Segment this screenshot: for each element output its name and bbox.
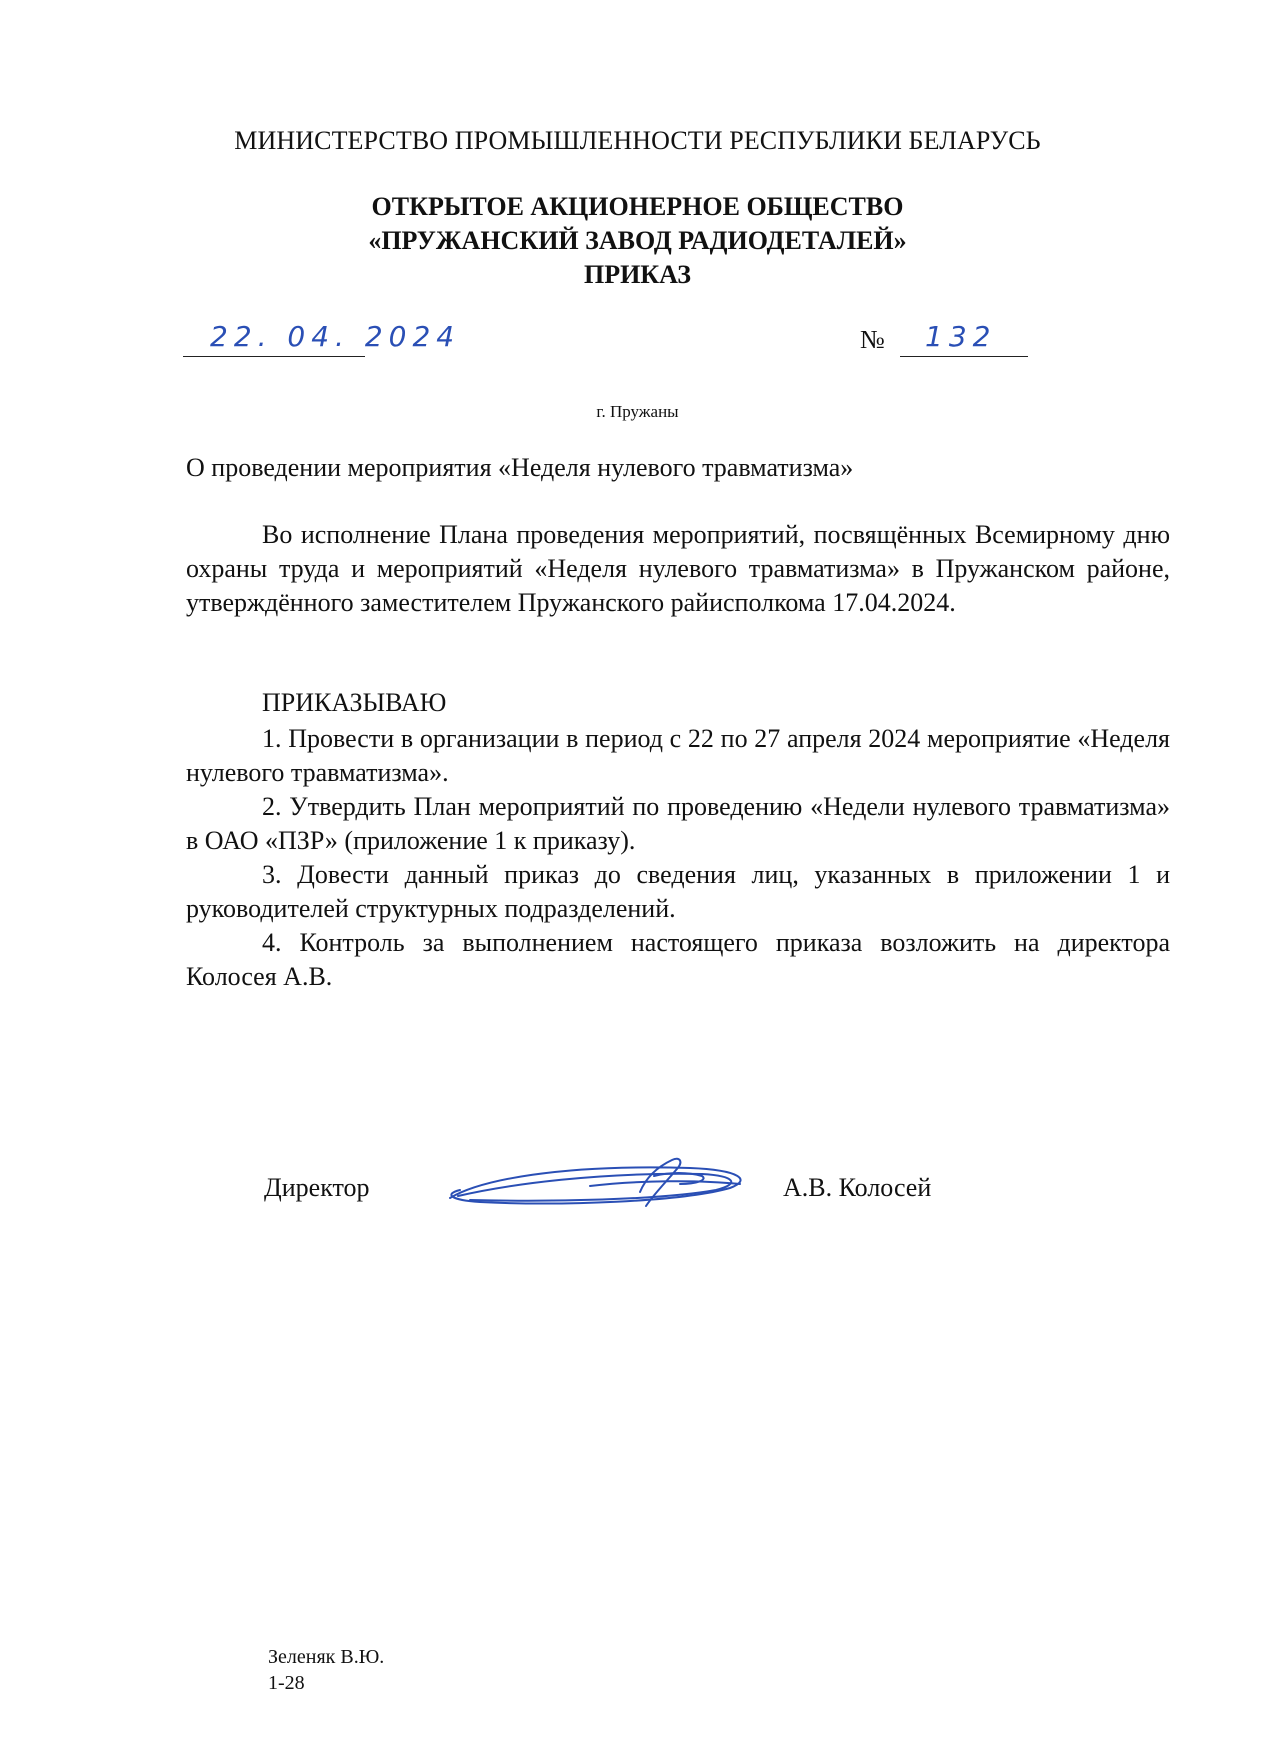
- number-underline: [900, 356, 1028, 357]
- org-name-heading: «ПРУЖАНСКИЙ ЗАВОД РАДИОДЕТАЛЕЙ»: [368, 226, 907, 255]
- executor-name: Зеленяк В.Ю.: [268, 1646, 385, 1668]
- handwritten-date: 22. 04. 2024: [210, 320, 461, 353]
- city-line: г. Пружаны: [596, 402, 679, 421]
- number-sign: №: [860, 325, 885, 354]
- handwritten-number: 132: [925, 320, 997, 353]
- ministry-heading: МИНИСТЕРСТВО ПРОМЫШЛЕННОСТИ РЕСПУБЛИКИ БЕЛАРУСЬ: [234, 126, 1041, 155]
- order-item-1: 1. Провести в организации в период с 22 по 27 апреля 2024 мероприятие «Неделя нулевого травматизма».: [186, 724, 1170, 787]
- signer-name: А.В. Колосей: [783, 1173, 932, 1202]
- order-item-2: 2. Утвердить План мероприятий по проведению «Недели нулевого травматизма» в ОАО «ПЗР» (приложение 1 к приказу).: [186, 792, 1170, 855]
- order-item-4: 4. Контроль за выполнением настоящего приказа возложить на директора Колосея А.В.: [186, 928, 1170, 991]
- handwritten-signature: [440, 1150, 760, 1220]
- order-item-3: 3. Довести данный приказ до сведения лиц, указанных в приложении 1 и руководителей структурных подразделений.: [186, 860, 1170, 923]
- intro-paragraph: Во исполнение Плана проведения мероприятий, посвящённых Всемирному дню охраны труда и мероприятий «Неделя нулевого травматизма» в Пружанском районе, утверждённого заместителем Пружанского райисполкома 17.04.2024.: [186, 520, 1170, 617]
- order-subject: О проведении мероприятия «Неделя нулевого травматизма»: [186, 453, 854, 482]
- doc-type-heading: ПРИКАЗ: [583, 260, 692, 289]
- order-word: ПРИКАЗЫВАЮ: [262, 688, 447, 717]
- signer-position: Директор: [264, 1173, 370, 1202]
- org-type-heading: ОТКРЫТОЕ АКЦИОНЕРНОЕ ОБЩЕСТВО: [371, 192, 904, 221]
- executor-phone: 1-28: [268, 1672, 305, 1694]
- date-underline: [183, 356, 365, 357]
